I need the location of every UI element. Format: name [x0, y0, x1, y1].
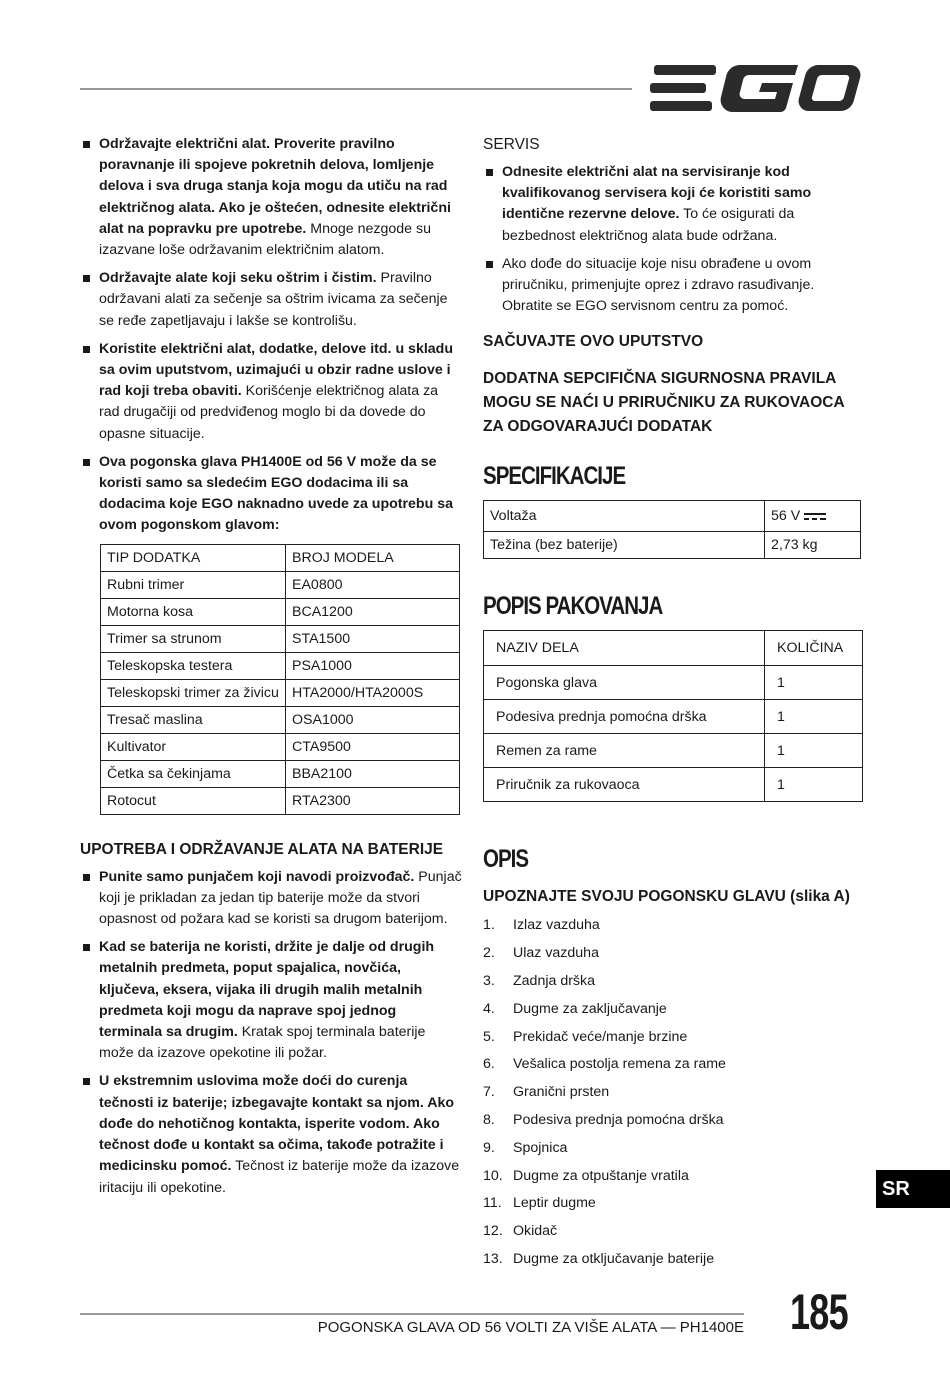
maintenance-bullets — [80, 134, 462, 537]
spec-table — [483, 500, 861, 559]
table-cell: Motorna kosa — [101, 598, 286, 625]
list-item: 3. Zadnja drška — [483, 973, 596, 990]
table-header-cell: BROJ MODELA — [286, 544, 460, 571]
table-cell: Rotocut — [101, 787, 286, 814]
list-item: 6. Vešalica postolja remena za rame — [483, 1056, 726, 1073]
table-cell: Podesiva prednja pomoćna drška — [484, 700, 765, 734]
table-cell: Četka sa čekinjama — [101, 760, 286, 787]
list-item: 11. Leptir dugme — [483, 1195, 596, 1212]
table-row — [484, 734, 863, 768]
servis-heading: SERVIS — [483, 136, 540, 153]
right-column — [483, 134, 863, 1278]
table-header-cell: TIP DODATKA — [101, 544, 286, 571]
save-heading: SAČUVAJTE OVO UPUTSTVO — [483, 333, 704, 351]
list-item: 10. Dugme za otpuštanje vratila — [483, 1167, 689, 1184]
list-item: Punite samo punjačem koji navodi proizvođač. Punjač koji je prikladan za jedan tip baterije može da stvori opasnost od požara kad se koristi sa drugom baterijom. — [80, 867, 462, 931]
language-tab: SR — [876, 1170, 950, 1208]
table-cell: RTA2300 — [286, 787, 460, 814]
table-cell: Rubni trimer — [101, 571, 286, 598]
list-item: Koristite električni alat, dodatke, delove itd. u skladu sa ovim uputstvom, uzimajući u obzir radne uslove i rad koji treba obaviti. Korišćenje električnog alata za rad drugačiji od predviđenog moglo bi da dovede do opasne situacije. — [80, 339, 462, 445]
table-cell: BCA1200 — [286, 598, 460, 625]
table-cell: 56 V — [765, 501, 861, 532]
table-header-cell: KOLIČINA — [765, 631, 863, 666]
header-rule — [80, 88, 632, 90]
left-column — [80, 134, 462, 1206]
component-list — [483, 916, 863, 1269]
table-cell: PSA1000 — [286, 652, 460, 679]
list-item: U ekstremnim uslovima može doći do curenja tečnosti iz baterije; izbegavajte kontakt sa njom. Ako dođe do nehotičnog kontakta, isperite vodom. Ako tečnost dođe u kontakt sa očima, takođe potražite i medicinsku pomoć. Tečnost iz baterije može da izazove iritaciju ili opekotine. — [80, 1071, 462, 1198]
table-cell: Pogonska glava — [484, 666, 765, 700]
table-row — [484, 700, 863, 734]
table-cell: OSA1000 — [286, 706, 460, 733]
list-item: 2. Ulaz vazduha — [483, 945, 599, 962]
additional-rules-heading: DODATNA SEPCIFIČNA SIGURNOSNA PRAVILA MOGU SE NAĆI U PRIRUČNIKU ZA RUKOVAOCA ZA ODGOVARAJUĆI DODATAK — [483, 370, 845, 436]
table-header-row — [484, 631, 863, 666]
table-row — [101, 652, 460, 679]
battery-bullets — [80, 867, 462, 1199]
list-item: Kad se baterija ne koristi, držite je dalje od drugih metalnih predmeta, poput spajalica, novčića, ključeva, eksera, vijaka ili drugih malih metalnih predmeta koji mogu da naprave spoj jednog terminala sa drugim. Kratak spoj terminala baterije može da izazove opekotine ili požar. — [80, 937, 462, 1064]
list-item: Ova pogonska glava PH1400E od 56 V može da se koristi samo sa sledećim EGO dodacima ili sa dodacima koje EGO naknadno uvede za upotrebu sa ovom pogonskom glavom: — [80, 452, 462, 537]
table-row — [101, 787, 460, 814]
table-row — [101, 679, 460, 706]
list-item: 4. Dugme za zaključavanje — [483, 1000, 667, 1017]
table-row — [101, 571, 460, 598]
table-cell: 1 — [765, 768, 863, 802]
table-header-cell: NAZIV DELA — [484, 631, 765, 666]
table-header-row — [101, 544, 460, 571]
table-row — [101, 760, 460, 787]
list-item: 8. Podesiva prednja pomoćna drška — [483, 1112, 724, 1128]
table-cell: Priručnik za rukovaoca — [484, 768, 765, 802]
list-item: 7. Granični prsten — [483, 1084, 610, 1101]
list-item: Ako dođe do situacije koje nisu obrađene u ovom priručniku, primenjujte oprez i zdravo rasuđivanje. Obratite se EGO servisnom centru za pomoć. — [483, 254, 863, 318]
table-cell: BBA2100 — [286, 760, 460, 787]
page-number: 185 — [790, 1284, 848, 1340]
table-cell: Težina (bez baterije) — [484, 532, 765, 559]
table-row — [484, 768, 863, 802]
table-row — [101, 706, 460, 733]
opis-heading: OPIS — [483, 845, 529, 874]
dc-symbol-icon — [804, 512, 826, 522]
table-cell: Kultivator — [101, 733, 286, 760]
table-cell: Remen za rame — [484, 734, 765, 768]
list-item: 13. Dugme za otključavanje baterije — [483, 1250, 715, 1267]
opis-subheading: UPOZNAJTE SVOJU POGONSKU GLAVU (slika A) — [483, 888, 850, 906]
table-cell: 1 — [765, 734, 863, 768]
list-item: 1. Izlaz vazduha — [483, 917, 600, 934]
servis-bullets — [483, 162, 863, 317]
ego-logo — [650, 62, 862, 114]
table-cell: 1 — [765, 666, 863, 700]
list-item: Održavajte električni alat. Proverite pravilno poravnanje ili spojeve pokretnih delova, lomljenje delova i sva druga stanja koja mogu da utiču na rad električnog alata. Ako je oštećen, odnesite električni alat na popravku pre upotrebe. Mnoge nezgode su izazvane loše održavanim električnim alatom. — [80, 134, 462, 261]
table-cell: Trimer sa strunom — [101, 625, 286, 652]
list-item: Održavajte alate koji seku oštrim i čistim. Pravilno održavani alati za sečenje sa oštrim ivicama za sečenje se ređe zapetljavaju i lakše se kontrolišu. — [80, 268, 462, 332]
list-item: Odnesite električni alat na servisiranje kod kvalifikovanog servisera koji će koristiti samo identične rezervne delove. To će osigurati da bezbednost električnog alata bude održana. — [483, 162, 863, 247]
table-row — [484, 666, 863, 700]
list-item: 9. Spojnica — [483, 1139, 568, 1156]
table-row — [101, 598, 460, 625]
battery-heading: UPOTREBA I ODRŽAVANJE ALATA NA BATERIJE — [80, 840, 444, 858]
table-cell: Tresač maslina — [101, 706, 286, 733]
table-cell: HTA2000/HTA2000S — [286, 679, 460, 706]
footer-rule — [80, 1313, 744, 1315]
table-row — [101, 733, 460, 760]
table-cell: Teleskopski trimer za živicu — [101, 679, 286, 706]
table-cell: 2,73 kg — [765, 532, 861, 559]
table-cell: 1 — [765, 700, 863, 734]
table-cell: Voltaža — [484, 501, 765, 532]
table-cell: STA1500 — [286, 625, 460, 652]
accessory-table — [100, 544, 460, 815]
pack-table — [483, 630, 863, 802]
pack-heading: POPIS PAKOVANJA — [483, 592, 663, 621]
spec-heading: SPECIFIKACIJE — [483, 462, 626, 491]
list-item: 12. Okidač — [483, 1223, 558, 1240]
table-row — [101, 625, 460, 652]
list-item: 5. Prekidač veće/manje brzine — [483, 1028, 688, 1045]
table-row — [484, 501, 861, 532]
table-cell: Teleskopska testera — [101, 652, 286, 679]
table-cell: CTA9500 — [286, 733, 460, 760]
table-row — [484, 532, 861, 559]
footer-title: POGONSKA GLAVA OD 56 VOLTI ZA VIŠE ALATA — PH1400E — [317, 1319, 744, 1336]
table-cell: EA0800 — [286, 571, 460, 598]
